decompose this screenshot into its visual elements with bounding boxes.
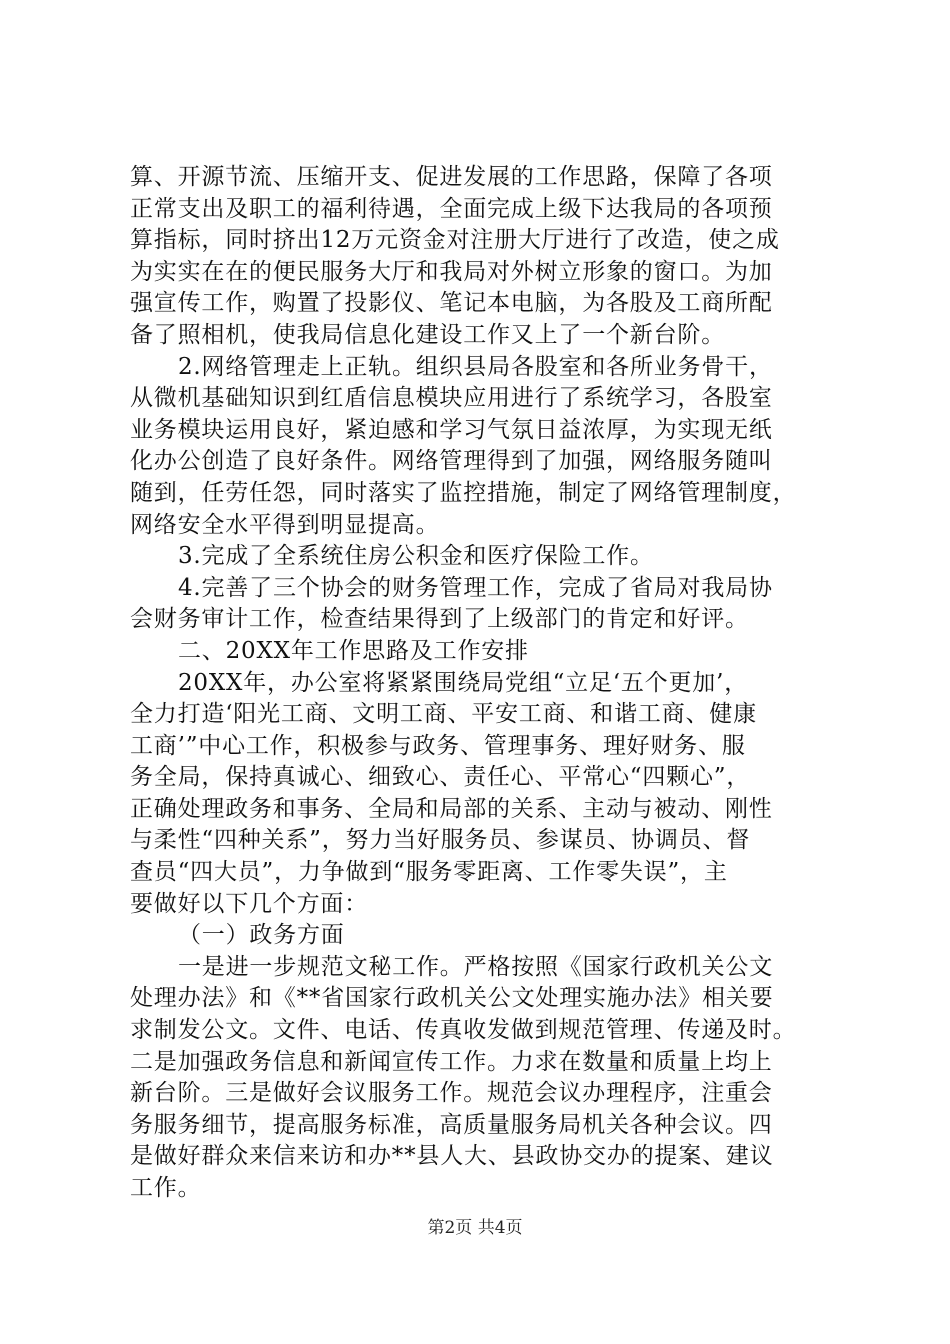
text-line: 查员“四大员”，力争做到“服务零距离、工作零失误”，主 xyxy=(130,859,728,886)
text-line: 是做好群众来信来访和办**县人大、县政协交办的提案、建议 xyxy=(130,1143,774,1170)
document-body xyxy=(130,162,830,1205)
text-line: 二、20XX年工作思路及工作安排 xyxy=(178,637,529,664)
text-line: 2.网络管理走上正轨。组织县局各股室和各所业务骨干， xyxy=(178,353,773,380)
text-line: 工商’”中心工作，积极参与政务、管理事务、理好财务、服 xyxy=(130,732,746,759)
text-line: 为实实在在的便民服务大厅和我局对外树立形象的窗口。为加 xyxy=(130,258,773,285)
text-line: 算指标，同时挤出12万元资金对注册大厅进行了改造，使之成 xyxy=(130,227,780,254)
text-line: 网络安全水平得到明显提高。 xyxy=(130,511,440,538)
text-line: 一是进一步规范文秘工作。严格按照《国家行政机关公文 xyxy=(178,953,773,980)
text-line: 4.完善了三个协会的财务管理工作，完成了省局对我局协 xyxy=(178,574,773,601)
text-line: 处理办法》和《**省国家行政机关公文处理实施办法》相关要 xyxy=(130,985,774,1012)
text-line: 会财务审计工作，检查结果得到了上级部门的肯定和好评。 xyxy=(130,606,749,633)
text-line: 3.完成了全系统住房公积金和医疗保险工作。 xyxy=(178,543,654,570)
text-line: 务全局，保持真诚心、细致心、责任心、平常心“四颗心”， xyxy=(130,764,751,791)
text-line: 全力打造‘阳光工商、文明工商、平安工商、和谐工商、健康 xyxy=(130,701,757,728)
text-line: （一）政务方面 xyxy=(178,922,345,949)
text-line: 正常支出及职工的福利待遇，全面完成上级下达我局的各项预 xyxy=(130,195,773,222)
text-line: 新台阶。三是做好会议服务工作。规范会议办理程序，注重会 xyxy=(130,1080,773,1107)
text-line: 算、开源节流、压缩开支、促进发展的工作思路，保障了各项 xyxy=(130,164,773,190)
text-line: 从微机基础知识到红盾信息模块应用进行了系统学习，各股室 xyxy=(130,385,773,412)
text-line: 务服务细节，提高服务标准，高质量服务局机关各种会议。四 xyxy=(130,1111,773,1138)
text-line: 备了照相机，使我局信息化建设工作又上了一个新台阶。 xyxy=(130,321,725,348)
text-line: 二是加强政务信息和新闻宣传工作。力求在数量和质量上均上 xyxy=(130,1048,773,1075)
text-line: 随到，任劳任怨，同时落实了监控措施，制定了网络管理制度， xyxy=(130,479,797,506)
text-line: 工作。 xyxy=(130,1175,202,1201)
text-line: 化办公创造了良好条件。网络管理得到了加强，网络服务随叫 xyxy=(130,448,773,475)
page-footer: 第2页 共4页 xyxy=(427,1218,523,1238)
text-line: 要做好以下几个方面： xyxy=(130,890,368,917)
text-line: 强宣传工作，购置了投影仪、笔记本电脑，为各股及工商所配 xyxy=(130,290,773,317)
text-line: 正确处理政务和事务、全局和局部的关系、主动与被动、刚性 xyxy=(130,795,773,822)
text-line: 业务模块运用良好，紧迫感和学习气氛日益浓厚，为实现无纸 xyxy=(130,416,773,443)
text-line: 20XX年，办公室将紧紧围绕局党组“立足‘五个更加’， xyxy=(178,669,748,696)
text-line: 求制发公文。文件、电话、传真收发做到规范管理、传递及时。 xyxy=(130,1017,797,1044)
text-line: 与柔性“四种关系”，努力当好服务员、参谋员、协调员、督 xyxy=(130,827,751,854)
